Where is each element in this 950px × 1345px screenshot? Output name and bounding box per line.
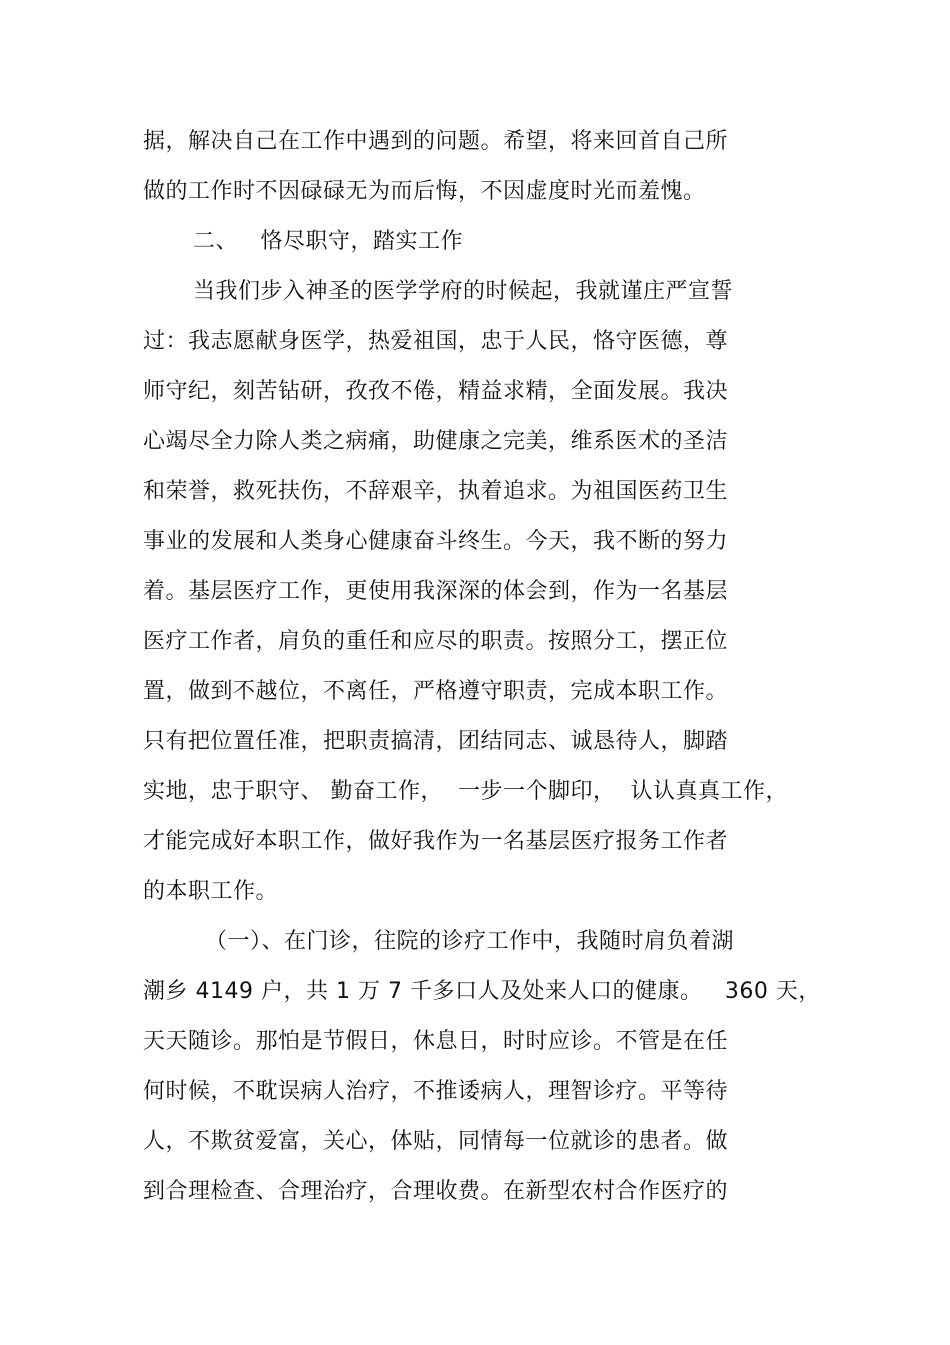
subsection-line: （一）、在门诊，往院的诊疗工作中，我随时肩负着湖 [205,929,735,954]
text-line: 天天随诊。那怕是节假日，休息日，时时应诊。不管是在任 [143,1029,729,1054]
text-line: 潮乡 4149 户，共 1 万 7 千多口人及处来人口的健康。 360 天， [143,979,821,1004]
text-line: 实地，忠于职守、 勤奋工作， 一步一个脚印， 认认真真工作， [143,779,788,804]
text-line: 只有把位置任准，把职责搞清，团结同志、诚恳待人，脚踏 [143,729,729,754]
text-line: 才能完成好本职工作，做好我作为一名基层医疗报务工作者 [143,829,729,854]
text-line: 人，不欺贫爱富，关心，体贴，同情每一位就诊的患者。做 [143,1129,729,1154]
text-line: 着。基层医疗工作，更使用我深深的体会到，作为一名基层 [143,579,729,604]
text-line: 过：我志愿献身医学，热爱祖国，忠于人民，恪守医德，尊 [143,329,729,354]
section-heading: 二、 恪尽职守，踏实工作 [193,229,463,254]
text-line: 师守纪，刻苦钻研，孜孜不倦，精益求精，全面发展。我决 [143,379,729,404]
text-line: 到合理检查、合理治疗，合理收费。在新型农村合作医疗的 [143,1179,729,1204]
text-line: 心竭尽全力除人类之病痛，助健康之完美，维系医术的圣洁 [143,429,729,454]
text-line: 何时候，不耽误病人治疗，不推诿病人，理智诊疗。平等待 [143,1079,729,1104]
text-line: 和荣誉，救死扶伤，不辞艰辛，执着追求。为祖国医药卫生 [143,479,729,504]
text-line: 医疗工作者，肩负的重任和应尽的职责。按照分工，摆正位 [143,629,729,654]
text-line: 的本职工作。 [143,879,279,904]
text-line: 做的工作时不因碌碌无为而后悔，不因虚度时光而羞愧。 [143,179,706,204]
text-line: 据，解决自己在工作中遇到的问题。希望，将来回首自己所 [143,129,729,154]
text-line: 置，做到不越位，不离任，严格遵守职责，完成本职工作。 [143,679,729,704]
text-line: 事业的发展和人类身心健康奋斗终生。今天，我不断的努力 [143,529,729,554]
text-line: 当我们步入神圣的医学学府的时候起，我就谨庄严宣誓 [193,279,734,304]
